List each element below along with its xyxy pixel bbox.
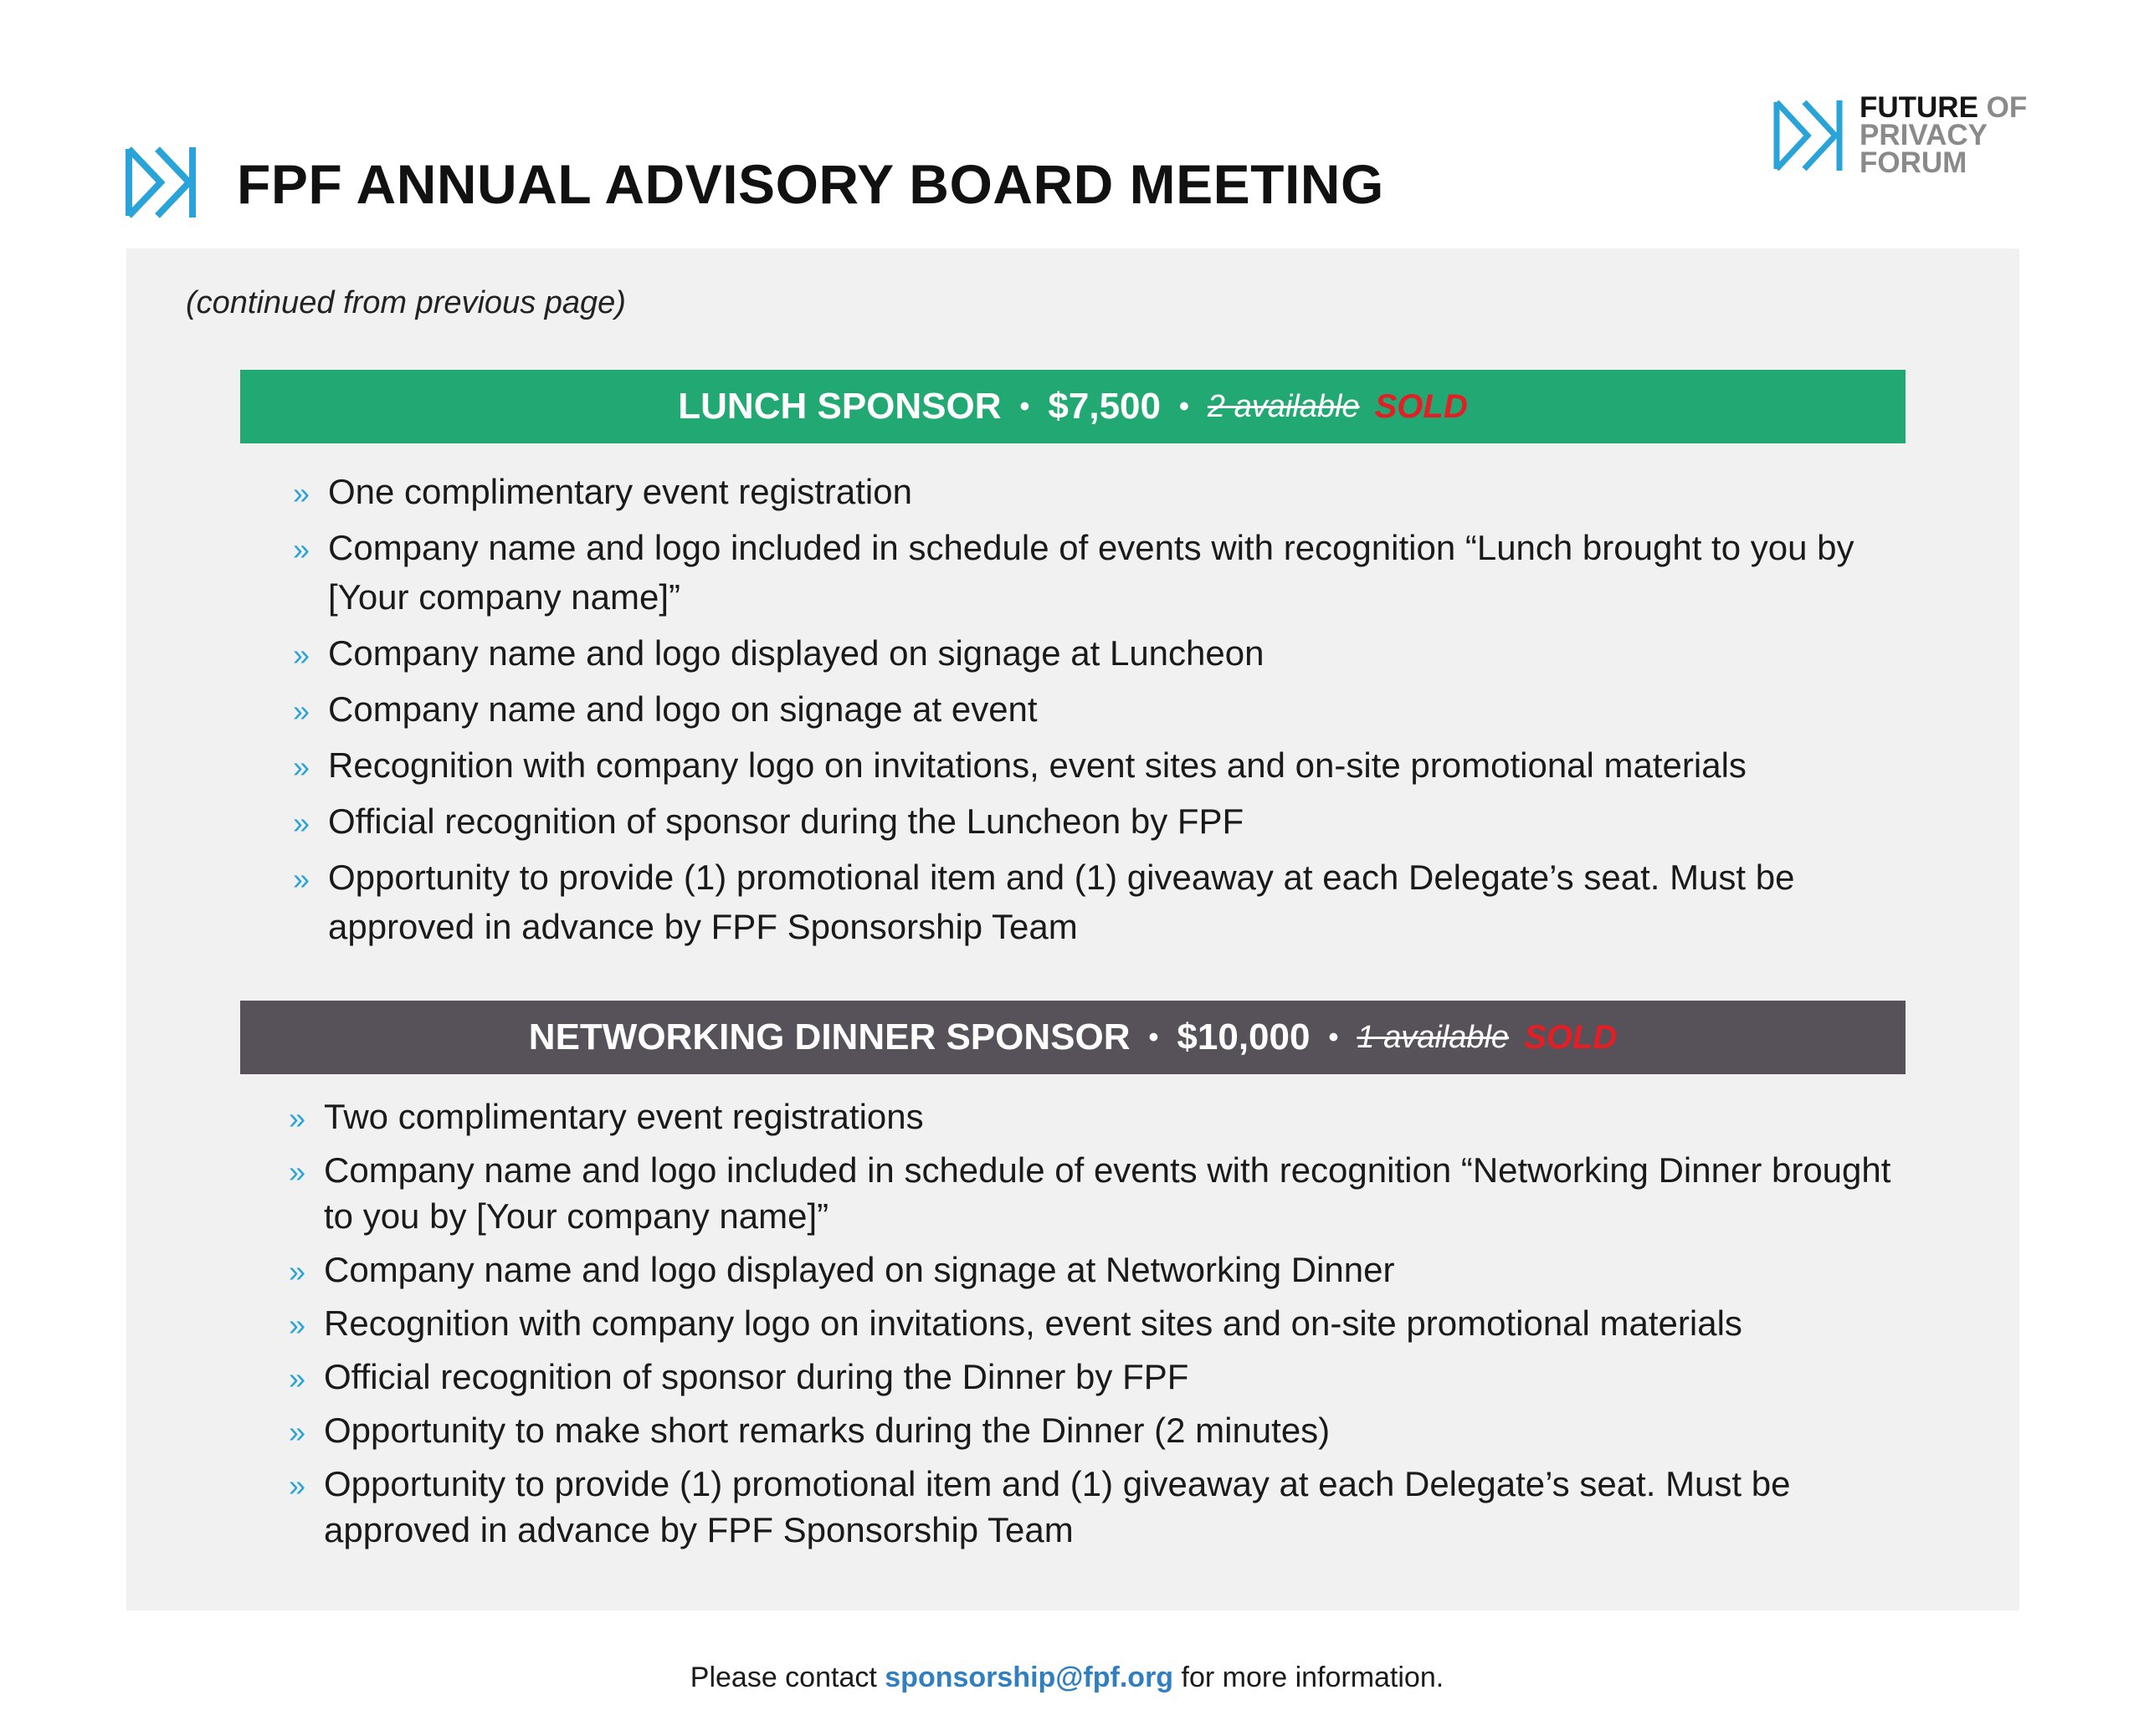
list-item-text: Two complimentary event registrations <box>324 1097 924 1136</box>
bullet-chevron-icon: » <box>289 1308 306 1342</box>
separator-dot: • <box>1179 390 1189 422</box>
list-item-text: Recognition with company logo on invitations, event sites and on-site promotional materials <box>328 745 1747 785</box>
bullet-chevron-icon: » <box>293 638 310 672</box>
section-name: NETWORKING DINNER SPONSOR <box>528 1017 1131 1057</box>
lunch-sponsor-header <box>240 370 1906 443</box>
list-item-text: Company name and logo displayed on signage at Luncheon <box>328 633 1264 673</box>
list-item <box>289 1354 1912 1400</box>
bullet-chevron-icon: » <box>289 1254 306 1288</box>
list-item <box>289 1147 1912 1239</box>
separator-dot: • <box>1019 390 1030 422</box>
list-item <box>289 1247 1912 1293</box>
section-price: $7,500 <box>1048 386 1161 427</box>
list-item-text: Company name and logo on signage at event <box>328 689 1038 729</box>
section-name: LUNCH SPONSOR <box>678 386 1002 427</box>
list-item <box>293 796 1883 846</box>
bullet-chevron-icon: » <box>289 1468 306 1503</box>
logo-line-forum: FORUM <box>1860 146 1967 179</box>
bullet-chevron-icon: » <box>293 750 310 784</box>
list-item <box>293 684 1883 734</box>
list-item-text: Official recognition of sponsor during the Dinner by FPF <box>324 1357 1189 1396</box>
fpf-logo <box>1772 91 2028 181</box>
sold-badge: SOLD <box>1524 1018 1618 1056</box>
logo-line-of: OF <box>1986 91 2028 124</box>
list-item <box>293 740 1883 790</box>
footer-contact <box>0 1662 2134 1694</box>
list-item-text: One complimentary event registration <box>328 472 912 511</box>
list-item <box>293 853 1883 951</box>
bullet-chevron-icon: » <box>289 1361 306 1395</box>
list-item-text: Company name and logo included in schedule of events with recognition “Lunch brought to you by [Your company name]” <box>328 528 1854 617</box>
bullet-chevron-icon: » <box>289 1101 306 1135</box>
list-item <box>293 628 1883 678</box>
logo-line-future: FUTURE <box>1860 91 1978 124</box>
section-availability: 1 available <box>1357 1019 1510 1055</box>
logo-line-privacy: PRIVACY <box>1860 119 1988 151</box>
separator-dot: • <box>1148 1021 1159 1053</box>
footer-suffix: for more information. <box>1181 1662 1444 1693</box>
page-title: FPF ANNUAL ADVISORY BOARD MEETING <box>237 153 1384 215</box>
section-price: $10,000 <box>1177 1017 1311 1057</box>
list-item-text: Opportunity to make short remarks during the Dinner (2 minutes) <box>324 1411 1331 1450</box>
list-item-text: Opportunity to provide (1) promotional item and (1) giveaway at each Delegate’s seat. Must be approved in advance by FPF Sponsorship Team <box>324 1464 1791 1549</box>
sponsorship-email-link[interactable]: sponsorship@fpf.org <box>885 1662 1174 1693</box>
bullet-chevron-icon: » <box>289 1155 306 1189</box>
list-item-text: Recognition with company logo on invitations, event sites and on-site promotional materials <box>324 1303 1742 1343</box>
section-availability: 2 available <box>1207 388 1360 424</box>
list-item <box>289 1407 1912 1453</box>
logo-fast-forward-icon <box>1772 97 1844 174</box>
list-item <box>293 467 1883 516</box>
lunch-benefits-list <box>293 467 1883 958</box>
bullet-chevron-icon: » <box>293 862 310 896</box>
list-item-text: Company name and logo displayed on signage at Networking Dinner <box>324 1250 1395 1289</box>
list-item-text: Company name and logo included in schedule of events with recognition “Networking Dinner brought to you by [Your company name]” <box>324 1150 1891 1236</box>
bullet-chevron-icon: » <box>289 1415 306 1449</box>
list-item <box>293 523 1883 622</box>
bullet-chevron-icon: » <box>293 694 310 728</box>
sold-badge: SOLD <box>1374 387 1468 425</box>
list-item-text: Official recognition of sponsor during the Luncheon by FPF <box>328 801 1244 841</box>
bullet-chevron-icon: » <box>293 806 310 840</box>
logo-wordmark <box>1860 91 2028 179</box>
footer-prefix: Please contact <box>690 1662 877 1693</box>
continued-note: (continued from previous page) <box>186 285 626 320</box>
separator-dot: • <box>1328 1021 1339 1053</box>
list-item <box>289 1093 1912 1139</box>
list-item <box>289 1461 1912 1553</box>
list-item <box>289 1300 1912 1346</box>
dinner-sponsor-header <box>240 1001 1906 1074</box>
list-item-text: Opportunity to provide (1) promotional item and (1) giveaway at each Delegate’s seat. Must be approved in advance by FPF Sponsorship Team <box>328 858 1795 946</box>
fast-forward-icon <box>124 144 197 221</box>
bullet-chevron-icon: » <box>293 476 310 510</box>
bullet-chevron-icon: » <box>293 532 310 566</box>
dinner-benefits-list <box>289 1093 1912 1560</box>
